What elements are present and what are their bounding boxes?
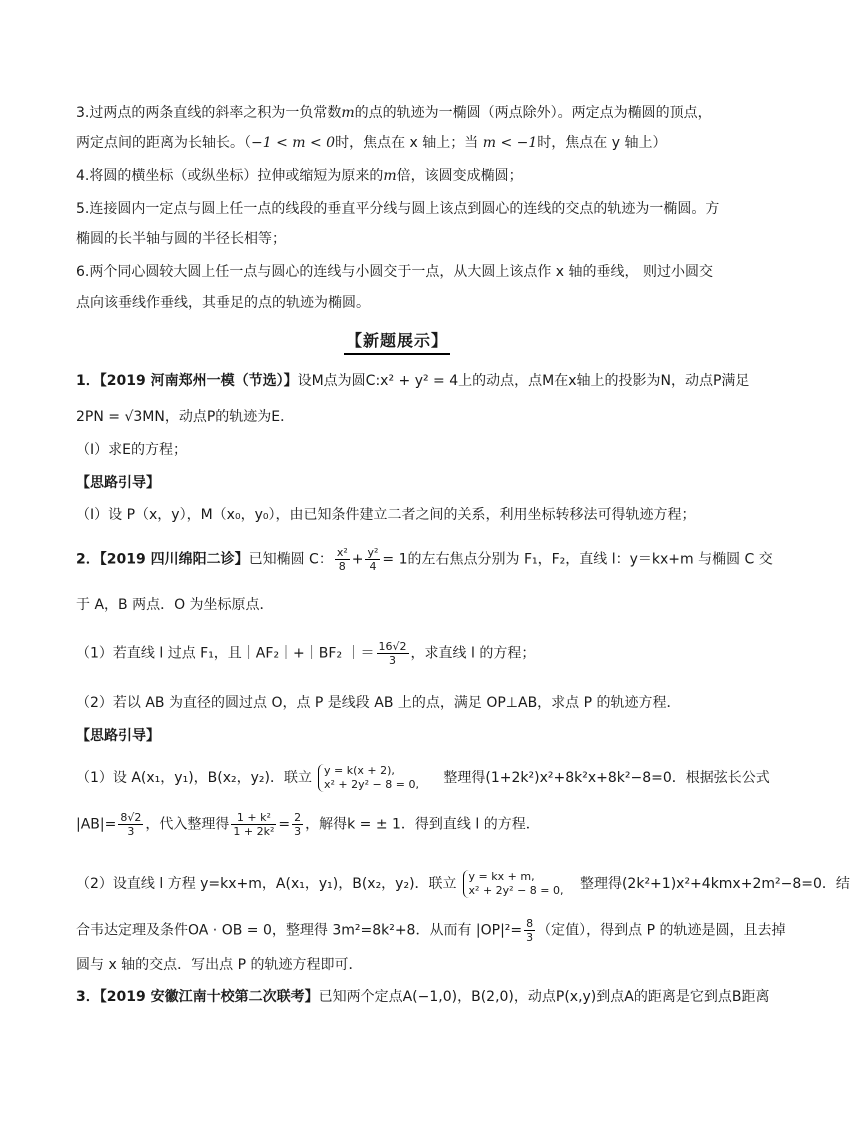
fraction [118,811,143,838]
text-span: = [278,816,291,833]
text-span: 时，焦点在 x 轴上；当 [335,135,479,151]
frac-den: 8 [338,560,346,573]
text-span: （Ⅰ）设 P（x，y），M（x₀，y₀），由已知条件建立二者之间的关系，利用坐标转移法可得轨迹方程； [76,507,696,523]
equation-system [318,764,419,792]
text-line: 点向该垂线作垂线，其垂足的点的轨迹为椭圆。 [76,295,370,311]
section-title [0,328,794,355]
text-span: 整理得(2k²+1)x²+4kmx+2m²−8=0．结 [579,876,850,892]
hint-line [76,917,786,944]
text-line [76,166,726,186]
frac-den: 3 [526,931,534,944]
text-span: ，求直线 l 的方程； [410,645,536,662]
text-span: 合韦达定理及条件OA · OB = 0，整理得 3m²=8k²+8．从而有 |OP|²= [76,922,523,939]
hint-line: 圆与 x 轴的交点．写出点 P 的轨迹方程即可． [76,957,363,973]
text-line: 6.两个同心圆较大圆上任一点与圆心的连线与小圆交于一点，从大圆上该点作 x 轴的垂线， 则过小圆交 [76,264,713,280]
question-2-part: （2）若以 AB 为直径的圆过点 O，点 P 是线段 AB 上的点，满足 OP⊥AB，求点 P 的轨迹方程． [76,695,681,711]
text-span: 已知椭圆 C： [248,551,333,568]
text-span: 3.过两点的两条直线的斜率之积为一负常数 [76,105,342,121]
text-span: （定值），得到点 P 的轨迹是圆，且去掉 [537,922,786,939]
text-span: ，解得k = ± 1．得到直线 l 的方程． [305,816,540,833]
fraction [377,640,409,667]
text-span: 时，焦点在 y 轴上） [537,135,667,151]
math-expr: m < −1 [482,135,538,151]
text-span: 两定点间的距离为长轴长。（ [76,135,251,151]
fraction [335,546,350,573]
math-var: m [341,105,355,121]
frac-num: 16√2 [378,640,407,653]
question-1-part: （Ⅰ）求E的方程； [76,442,187,458]
question-3-head: 3．【2019 安徽江南十校第二次联考】 [76,989,319,1005]
frac-den: 4 [369,560,377,573]
math-var: m [383,168,397,184]
question-2-part [76,640,726,667]
question-1-hint [76,505,726,525]
text-span: 倍，该圆变成椭圆； [396,168,523,184]
text-span: ，代入整理得 [145,816,230,833]
text-span: （1）若直线 l 过点 F₁，且｜AF₂｜+｜BF₂ ｜＝ [76,645,375,662]
text-span: （2）设直线 l 方程 y=kx+m，A(x₁，y₁)，B(x₂，y₂)．联立 [76,876,457,892]
equation: y = k(x + 2), [323,764,395,777]
math-expr: −1 < m < 0 [251,135,336,151]
text-span: 4.将圆的横坐标（或纵坐标）拉伸或缩短为原来的 [76,168,384,184]
question-1-head: 1．【2019 河南郑州一模（节选）】 [76,373,298,389]
fraction [292,811,303,838]
frac-num: 8 [526,917,534,930]
text-span: 已知两个定点A(−1,0)，B(2,0)，动点P(x,y)到点A的距离是它到点B距离 [318,989,770,1005]
text-span: 的点的轨迹为一椭圆（两点除外）。两定点为椭圆的顶点， [354,105,712,121]
question-2-line: 2．【2019 四川绵阳二诊】已知椭圆 C： $\frac{\text{x²}}{8}$ + $\frac{\text{y²}}{4}$ = 1的左右焦点分别为 F₁，F₂，直线 l：y＝kx+m 与椭圆 C 交 [76,546,773,573]
question-1-line: 2PN = √3MN，动点P的轨迹为E． [76,409,295,425]
hint-line [76,811,726,838]
fraction [365,546,380,573]
text-span: （1）设 A(x₁，y₁)，B(x₂，y₂)．联立 [76,770,312,786]
text-line [76,103,726,123]
frac-num: x² [336,546,348,559]
frac-num: y² [367,546,379,559]
fraction [231,811,276,838]
frac-den: 3 [127,825,135,838]
text-line: 椭圆的长半轴与圆的半径长相等； [76,231,286,247]
frac-den: 3 [389,654,397,667]
fraction [524,917,535,944]
hint-label: 【思路引导】 [76,728,160,744]
text-span: 整理得(1+2k²)x²+8k²x+8k²−8=0．根据弦长公式 [443,770,770,786]
section-title-text: 【新题展示】 [344,328,450,355]
frac-den: 3 [294,825,302,838]
text-span: = 1的左右焦点分别为 F₁，F₂，直线 l：y＝kx+m 与椭圆 C 交 [382,551,773,568]
frac-num: 8√2 [120,811,142,824]
question-2-line: 于 A，B 两点．O 为坐标原点． [76,597,274,613]
frac-num: 1 + k² [231,811,276,825]
frac-den: 1 + 2k² [233,825,275,838]
question-3-line [76,987,770,1007]
text-span: |AB|= [76,816,117,833]
text-line [76,133,726,153]
frac-num: 2 [294,811,302,824]
text-span: 设M点为圆C:x² + y² = 4上的动点，点M在x轴上的投影为N，动点P满足 [297,373,750,389]
equation-system [463,870,564,898]
text-line: 5.连接圆内一定点与圆上任一点的线段的垂直平分线与圆上该点到圆心的连线的交点的轨迹为一椭圆。方 [76,201,720,217]
equation: x² + 2y² − 8 = 0, [468,884,564,897]
question-1-line [76,371,750,391]
hint-line [76,764,770,792]
hint-label: 【思路引导】 [76,475,160,491]
equation: x² + 2y² − 8 = 0, [323,778,419,791]
question-2-head: 2．【2019 四川绵阳二诊】 [76,551,249,568]
equation: y = kx + m, [468,870,535,883]
hint-line [76,870,850,898]
